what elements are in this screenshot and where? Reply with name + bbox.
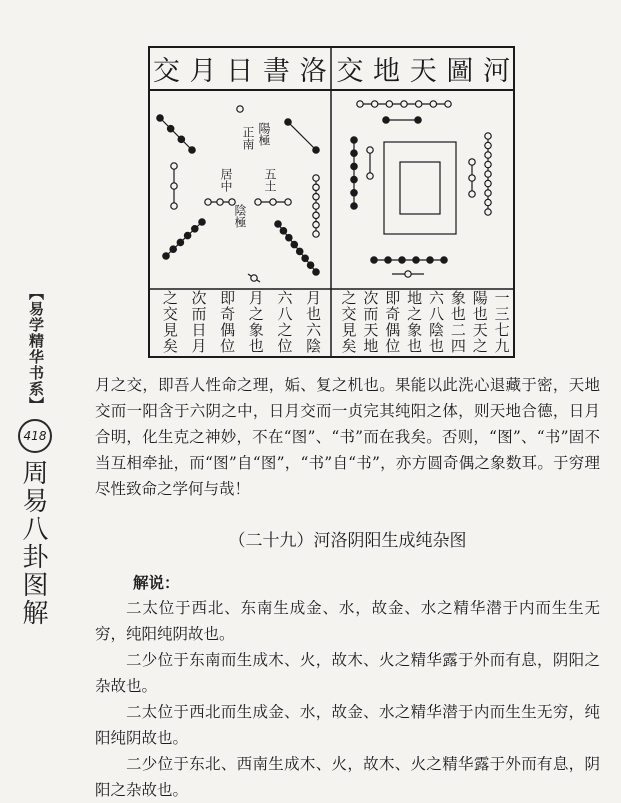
- yang-dot: [357, 101, 363, 107]
- title-char: 月: [189, 55, 217, 87]
- caption-column: 六八陰也: [426, 290, 445, 354]
- inner-box: [400, 162, 440, 214]
- yin-dot: [415, 117, 421, 123]
- yin-dot: [199, 219, 205, 225]
- yang-dot: [485, 180, 491, 186]
- yang-dot: [313, 212, 319, 218]
- hetu-title: [332, 46, 516, 90]
- yang-dot: [171, 163, 177, 169]
- yang-dot: [313, 193, 319, 199]
- yin-dot: [297, 248, 303, 254]
- yin-dot: [177, 239, 183, 245]
- paragraph: 二少位于东北、西南生成木、火，故木、火之精华露于外而有息，阴阳之杂故也。: [95, 755, 600, 799]
- page-number: 418: [18, 419, 52, 453]
- title-char: 交: [336, 55, 364, 87]
- yin-dot: [413, 257, 419, 263]
- luoshu-caption: [154, 290, 326, 356]
- yang-dot: [469, 191, 475, 197]
- body-text: [95, 372, 600, 803]
- yang-dot: [401, 101, 407, 107]
- yin-dot: [351, 190, 357, 196]
- yin-dot: [383, 117, 389, 123]
- inner-label: 陰極: [233, 204, 247, 228]
- paragraph: 月之交，即吾人性命之理，姤、复之机也。果能以此洗心退藏于密，天地交而一阳含于六阴之中，日月交而一贞完其纯阳之体，则天地合德，日月合明，化生克之神妙，不在“图”、“书”而在我矣。否则，“图”、“书”固不当互相牵扯，而“图”自“图”，“书”自“书”，亦方圆奇偶之象数耳。于穷理尽性致命之学何与哉！: [95, 376, 600, 498]
- chain-line: [160, 118, 192, 150]
- title-char: 書: [262, 55, 290, 87]
- yin-dot: [189, 147, 195, 153]
- title-char: 河: [483, 55, 511, 87]
- yang-dot: [313, 231, 319, 237]
- yang-dot: [367, 173, 373, 179]
- yin-dot: [286, 235, 292, 241]
- side-label: [20, 285, 50, 627]
- hetu-caption: [336, 290, 511, 356]
- caption-column: 之交見矣: [160, 290, 179, 354]
- yang-dot: [415, 101, 421, 107]
- yin-dot: [351, 203, 357, 209]
- caption-column: 陽也天之: [470, 290, 489, 354]
- inner-label: 五土: [263, 168, 277, 192]
- caption-column: 即奇偶位: [218, 290, 237, 354]
- caption-column: 月之象也: [246, 290, 265, 354]
- yang-dot: [485, 133, 491, 139]
- yang-dot: [171, 203, 177, 209]
- yin-dot: [313, 147, 319, 153]
- yin-dot: [385, 257, 391, 263]
- caption-column: 象也二四: [448, 290, 467, 354]
- yang-dot: [485, 161, 491, 167]
- yin-dot: [192, 226, 198, 232]
- yang-dot: [251, 275, 257, 281]
- yang-dot: [171, 183, 177, 189]
- yang-dot: [237, 106, 243, 112]
- yang-dot: [313, 184, 319, 190]
- caption-column: 之交見矣: [339, 290, 358, 354]
- inner-label: 居中: [219, 168, 233, 192]
- chain-line: [288, 122, 316, 150]
- luoshu-title: [148, 46, 332, 90]
- title-char: 地: [373, 55, 401, 87]
- center-box: [384, 142, 456, 234]
- yang-dot: [313, 221, 319, 227]
- yin-dot: [399, 257, 405, 263]
- book-title: 周易八卦图解: [18, 459, 48, 627]
- yin-dot: [313, 269, 319, 275]
- yin-dot: [167, 125, 173, 131]
- yin-dot: [427, 257, 433, 263]
- yin-dot: [307, 262, 313, 268]
- caption-column: 次而天地: [361, 290, 380, 354]
- yang-dot: [405, 271, 411, 277]
- yin-dot: [351, 137, 357, 143]
- yin-dot: [157, 115, 163, 121]
- yin-dot: [184, 232, 190, 238]
- yang-dot: [371, 101, 377, 107]
- yin-dot: [170, 246, 176, 252]
- caption-column: 次而日月: [189, 290, 208, 354]
- title-char: 交: [152, 55, 180, 87]
- yang-dot: [367, 147, 373, 153]
- section-heading: （二十九）河洛阴阳生成纯杂图: [228, 531, 467, 551]
- yang-dot: [485, 152, 491, 158]
- title-char: 洛: [299, 55, 327, 87]
- yang-dot: [430, 101, 436, 107]
- yin-dot: [163, 253, 169, 259]
- caption-column: 六八之位: [275, 290, 294, 354]
- yang-dot: [485, 171, 491, 177]
- yin-dot: [351, 163, 357, 169]
- luoshu-center-labels: [210, 122, 290, 232]
- yang-dot: [485, 209, 491, 215]
- yin-dot: [302, 255, 308, 261]
- yang-dot: [386, 101, 392, 107]
- yin-dot: [178, 136, 184, 142]
- yin-dot: [371, 257, 377, 263]
- figure-title-row: [148, 46, 515, 90]
- yang-dot: [445, 101, 451, 107]
- caption-column: 一三七九: [492, 290, 511, 354]
- title-char: 圖: [446, 55, 474, 87]
- yang-dot: [469, 159, 475, 165]
- yang-dot: [313, 203, 319, 209]
- yang-dot: [485, 190, 491, 196]
- series-name: 【易学精华书系】: [27, 285, 45, 413]
- caption-column: 地之象也: [405, 290, 424, 354]
- explanation-label: 解说：: [133, 574, 180, 592]
- yang-dot: [469, 175, 475, 181]
- inner-label: 正南: [241, 126, 255, 150]
- inner-label: 陽極: [257, 122, 271, 146]
- yin-dot: [351, 150, 357, 156]
- yang-dot: [313, 175, 319, 181]
- title-char: 日: [226, 55, 254, 87]
- yin-dot: [441, 257, 447, 263]
- title-char: 天: [409, 55, 437, 87]
- yang-dot: [485, 142, 491, 148]
- paragraph: 二太位于西北而生成金、水，故金、水之精华潜于内而生生无穷，纯阳纯阴故也。: [95, 703, 600, 747]
- caption-column: 即奇偶位: [383, 290, 402, 354]
- yin-dot: [351, 176, 357, 182]
- hetu-luoshu-figure: [148, 46, 515, 358]
- yin-dot: [291, 241, 297, 247]
- yang-dot: [485, 199, 491, 205]
- paragraph: 二少位于东南而生成木、火，故木、火之精华露于外而有息，阴阳之杂故也。: [95, 651, 600, 695]
- caption-column: 月也六陰: [304, 290, 323, 354]
- paragraph: 二太位于西北、东南生成金、水，故金、水之精华潜于内而生生无穷，纯阳纯阴故也。: [95, 599, 600, 643]
